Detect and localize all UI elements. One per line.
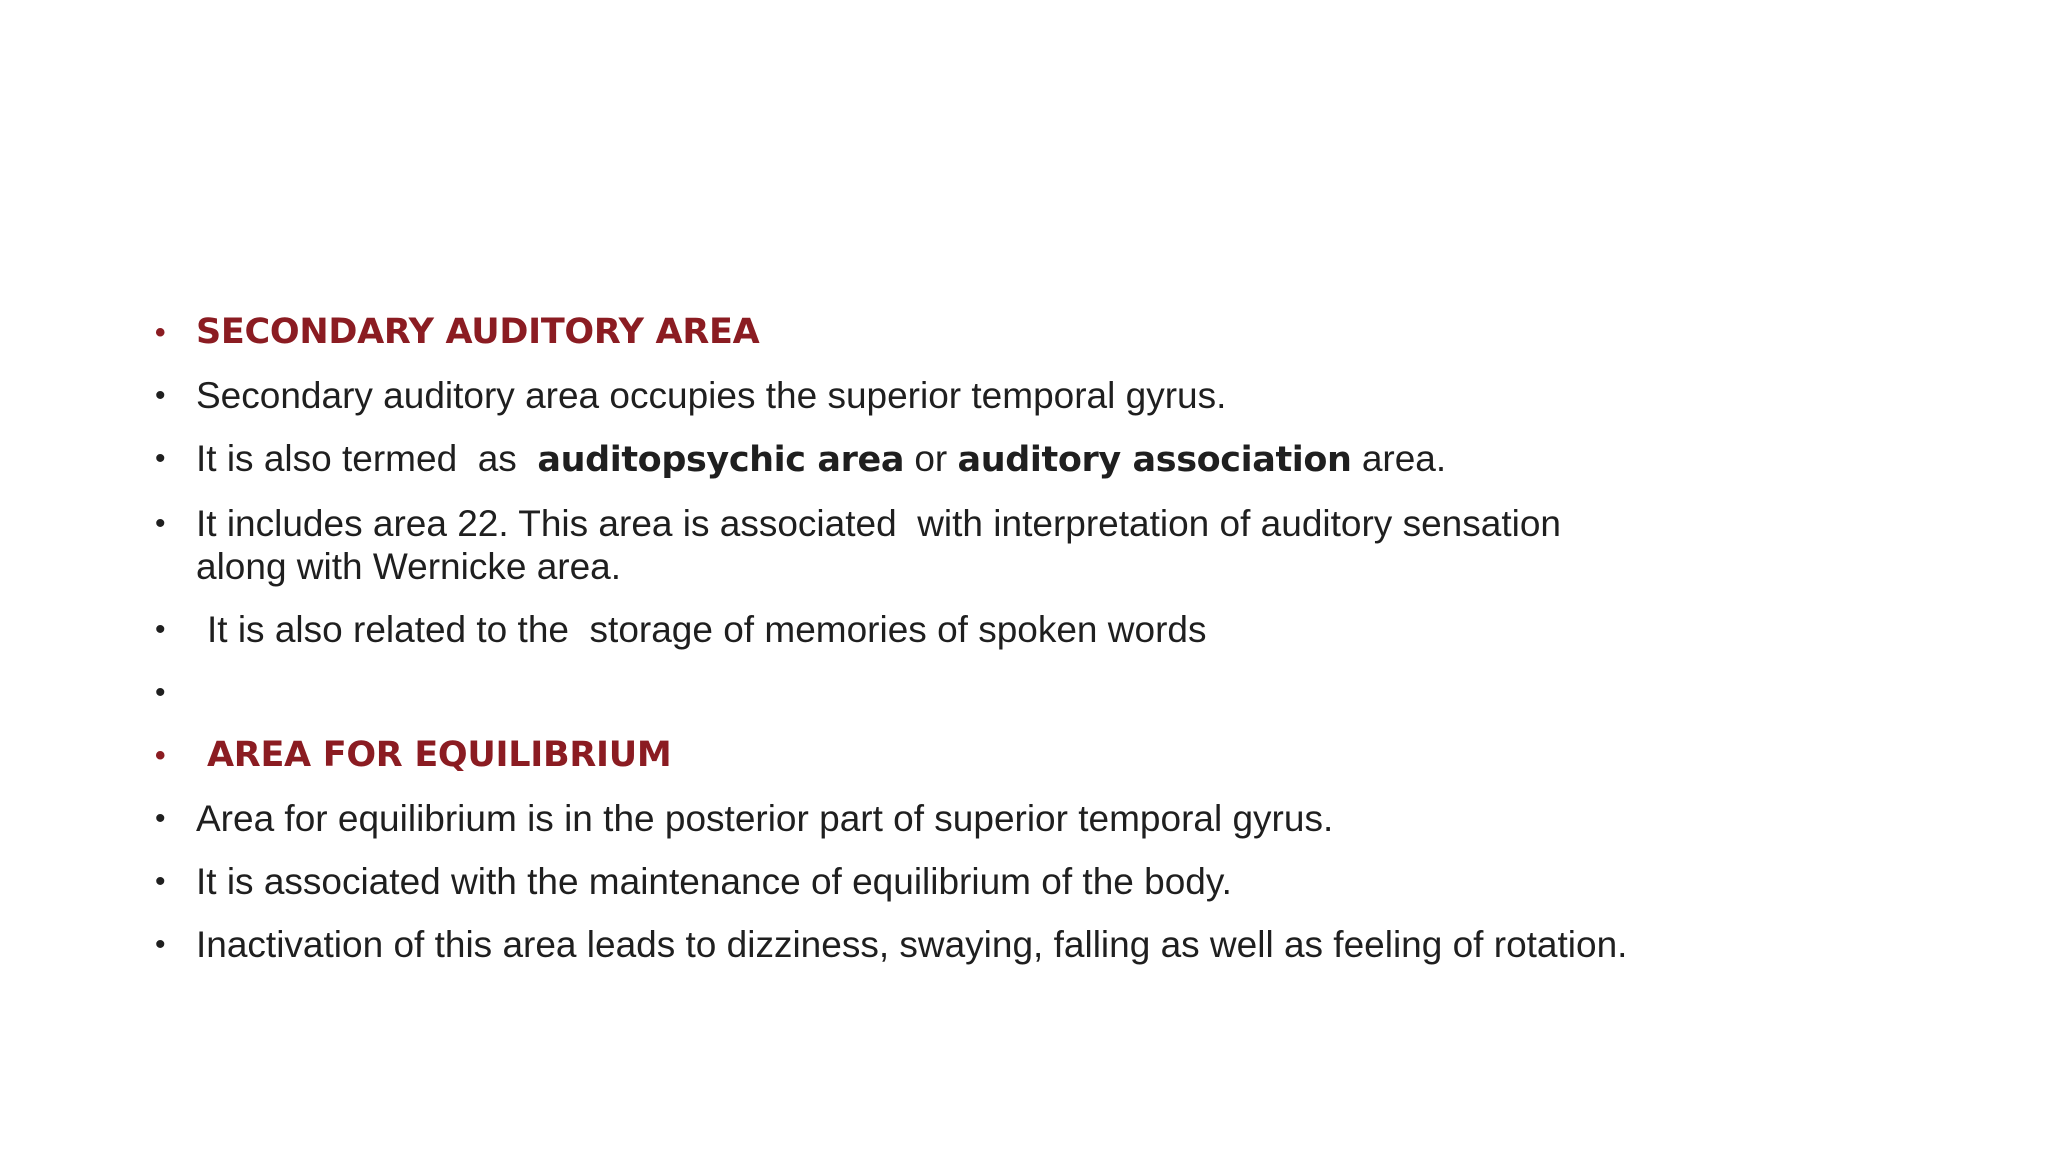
item-text: Secondary auditory area occupies the superior temporal gyrus. — [196, 375, 1227, 416]
bullet-icon: • — [155, 928, 166, 961]
item-text-post: area. — [1351, 438, 1447, 479]
list-item — [155, 374, 1935, 417]
item-text: It is also related to the storage of memories of spoken words — [207, 609, 1207, 650]
list-item — [155, 608, 1935, 651]
heading-text: SECONDARY AUDITORY AREA — [196, 312, 760, 352]
section-heading-equilibrium — [155, 734, 1935, 777]
item-text: It is associated with the maintenance of equilibrium of the body. — [196, 861, 1232, 902]
item-text-pre: It is also termed as — [196, 438, 538, 479]
list-item — [155, 797, 1935, 840]
bullet-icon: • — [155, 507, 166, 540]
bullet-icon: • — [155, 613, 166, 646]
item-text: Area for equilibrium is in the posterior part of superior temporal gyrus. — [196, 798, 1334, 839]
heading-text: AREA FOR EQUILIBRIUM — [207, 735, 672, 775]
bullet-icon: • — [155, 865, 166, 898]
bullet-icon: • — [155, 316, 166, 349]
item-text-mid: or — [904, 438, 958, 479]
term-auditory-association: auditory association — [957, 440, 1352, 480]
bullet-icon: • — [155, 739, 166, 772]
item-text: It includes area 22. This area is associated with interpretation of auditory sensation along with Wernicke area. — [196, 503, 1572, 587]
bullet-icon: • — [155, 442, 166, 475]
list-item — [155, 860, 1935, 903]
list-item — [155, 437, 1935, 482]
item-text: Inactivation of this area leads to dizziness, swaying, falling as well as feeling of rotation. — [196, 924, 1628, 965]
section-heading-secondary-auditory — [155, 311, 1935, 354]
bullet-icon: • — [155, 802, 166, 835]
empty-list-item — [155, 671, 1935, 714]
bullet-icon: • — [155, 379, 166, 412]
bullet-icon: • — [155, 676, 166, 709]
bullet-list — [155, 311, 1935, 966]
list-item — [155, 923, 1935, 966]
term-auditopsychic: auditopsychic area — [537, 440, 905, 480]
list-item — [155, 502, 1626, 588]
